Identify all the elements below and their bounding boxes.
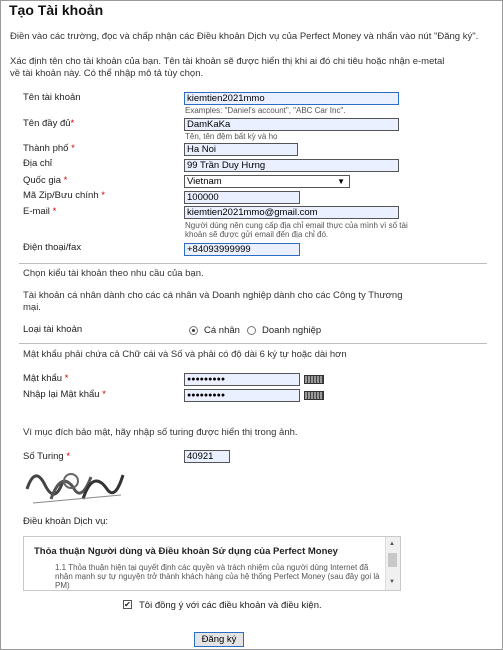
agree-checkbox[interactable]: ✔ xyxy=(124,600,131,609)
phone-label: Điện thoại/fax xyxy=(23,242,82,253)
register-button[interactable]: Đăng ký xyxy=(194,632,244,647)
full-name-hint: Tên, tên đệm bất kỳ và họ xyxy=(185,132,278,141)
email-label: E-mail * xyxy=(23,206,57,217)
radio-business[interactable] xyxy=(247,326,256,335)
account-type-choose-text: Chọn kiểu tài khoản theo nhu cầu của bạn. xyxy=(23,268,204,279)
city-input[interactable]: Ha Noi xyxy=(184,143,298,156)
zip-input[interactable]: 100000 xyxy=(184,191,300,204)
virtual-keyboard-icon[interactable] xyxy=(304,375,324,384)
scroll-thumb[interactable] xyxy=(388,553,397,567)
page-title: Tạo Tài khoản xyxy=(9,2,104,18)
tos-scrollbar[interactable] xyxy=(385,537,400,590)
turing-input[interactable]: 40921 xyxy=(184,450,230,463)
full-name-input[interactable]: DamKaKa xyxy=(184,118,399,131)
country-select[interactable]: Vietnam ▼ xyxy=(184,175,350,188)
password-rule: Mật khẩu phải chứa cả Chữ cái và Số và phải có độ dài 6 ký tự hoặc dài hơn xyxy=(23,349,347,360)
confirm-password-input[interactable]: ●●●●●●●●● xyxy=(184,389,300,402)
turing-note: Vì mục đích bảo mật, hãy nhập số turing được hiển thị trong ảnh. xyxy=(23,427,298,438)
password-input[interactable]: ●●●●●●●●● xyxy=(184,373,300,386)
radio-business-label: Doanh nghiệp xyxy=(262,325,322,336)
divider xyxy=(19,263,487,264)
email-hint: Người dùng nên cung cấp địa chỉ email thực của mình vì số tài khoản sẽ được gửi email đến địa chỉ đó. xyxy=(185,221,408,239)
account-type-desc: Tài khoản cá nhân dành cho các cá nhân và Doanh nghiệp dành cho các Công ty Thương mại. xyxy=(23,290,403,313)
phone-input[interactable]: +84093999999 xyxy=(184,243,300,256)
confirm-password-label: Nhập lại Mật khẩu * xyxy=(23,389,106,400)
tos-box[interactable] xyxy=(23,536,401,591)
turing-label: Số Turing * xyxy=(23,451,71,462)
country-label: Quốc gia * xyxy=(23,175,68,186)
address-input[interactable]: 99 Trần Duy Hưng xyxy=(184,159,399,172)
address-label: Địa chỉ xyxy=(23,158,53,169)
account-type-label: Loại tài khoản xyxy=(23,324,83,335)
email-input[interactable]: kiemtien2021mmo@gmail.com xyxy=(184,206,399,219)
account-name-input[interactable]: kiemtien2021mmo xyxy=(184,92,399,105)
password-label: Mật khẩu * xyxy=(23,373,69,384)
virtual-keyboard-icon[interactable] xyxy=(304,391,324,400)
chevron-down-icon: ▼ xyxy=(337,177,345,186)
radio-personal-label: Cá nhân xyxy=(204,325,240,336)
agree-label: Tôi đồng ý với các điều khoản và điều kiện. xyxy=(139,600,322,611)
intro-text: Điền vào các trường, đọc và chấp nhận các Điều khoản Dịch vụ của Perfect Money và nhấn vào nút "Đăng ký". xyxy=(10,31,479,42)
zip-label: Mã Zip/Bưu chính * xyxy=(23,190,105,201)
account-name-note: Xác định tên cho tài khoản của bạn. Tên tài khoản sẽ được hiển thị khi ai đó chi tiêu hoặc nhận e-metal về tài khoản này. Có thể nhập mô tả tùy chọn. xyxy=(10,56,445,79)
divider xyxy=(19,343,487,344)
scroll-down-icon[interactable]: ▼ xyxy=(389,579,395,585)
tos-body: 1.1 Thỏa thuận hiện tại quyết định các quyền và trách nhiệm của người dùng Internet đã nhận mạnh sự tự nguyện trở thành khách hàng của hệ thống Perfect Money (sau đây gọi là PM) xyxy=(55,563,380,590)
scroll-up-icon[interactable]: ▲ xyxy=(389,541,395,547)
captcha-image xyxy=(23,459,127,509)
tos-label: Điều khoản Dịch vụ: xyxy=(23,516,109,527)
city-label: Thành phố * xyxy=(23,143,75,154)
radio-personal[interactable] xyxy=(189,326,198,335)
account-name-label: Tên tài khoản xyxy=(23,92,81,103)
full-name-label: Tên đầy đủ* xyxy=(23,118,75,129)
tos-heading: Thỏa thuận Người dùng và Điều khoản Sử dụng của Perfect Money xyxy=(34,546,338,557)
account-name-hint: Examples: "Daniel's account", "ABC Car Inc". xyxy=(185,106,346,115)
